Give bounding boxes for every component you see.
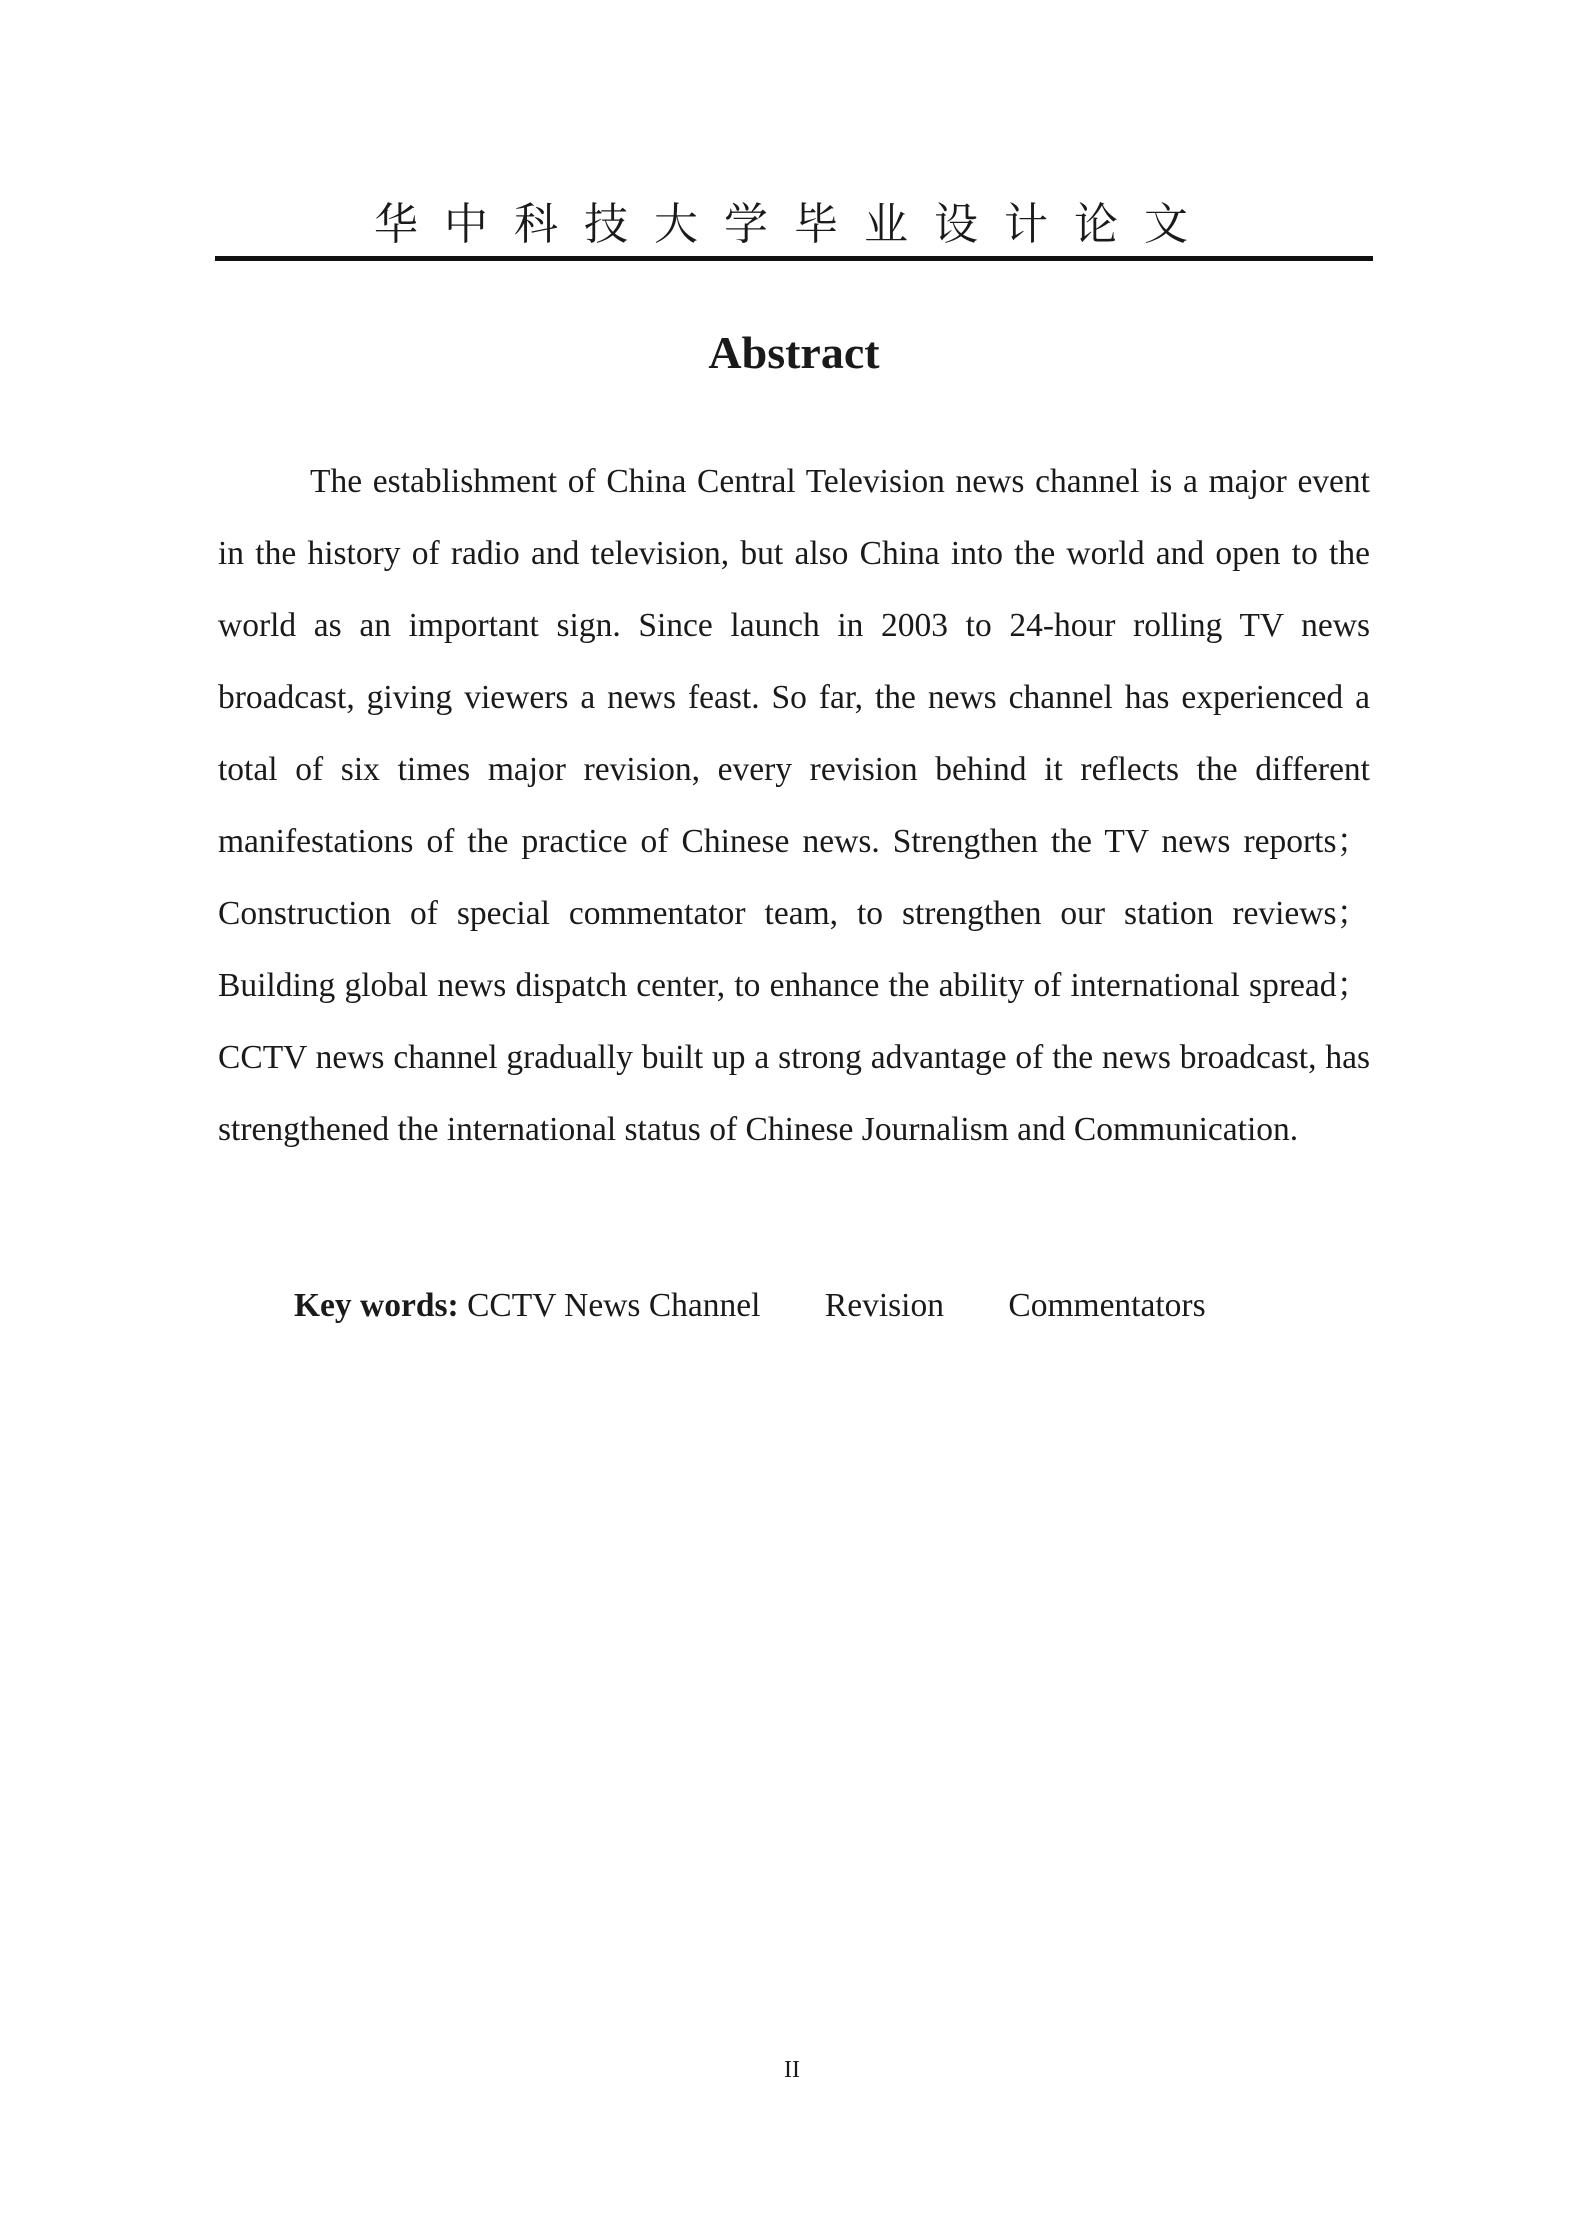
header-divider — [215, 256, 1373, 261]
abstract-paragraph: The establishment of China Central Television news channel is a major event in the history of radio and television, but also China into the world and open to the world as an important sign. Since launch in 2003 to 24-hour rolling TV news broadcast, giving viewers a news feast. So far, the news channel has experienced a total of six times major revision, every revision behind it reflects the different manifestations of the practice of Chinese news. Strengthen the TV news reports；Construction of special commentator team, to strengthen our station reviews；Building global news dispatch center, to enhance the ability of international spread；CCTV news channel gradually built up a strong advantage of the news broadcast, has strengthened the international status of Chinese Journalism and Communication. — [218, 463, 1370, 1148]
page-number: II — [784, 2057, 800, 2083]
keywords-line — [294, 1270, 1206, 1342]
abstract-heading: Abstract — [708, 327, 880, 378]
running-header-title: 华中科技大学毕业设计论文 — [374, 199, 1214, 250]
keyword-term: Commentators — [1008, 1287, 1206, 1324]
keyword-term: CCTV News Channel — [467, 1287, 761, 1324]
keywords-label: Key words: — [294, 1287, 459, 1324]
keyword-term: Revision — [824, 1287, 944, 1324]
